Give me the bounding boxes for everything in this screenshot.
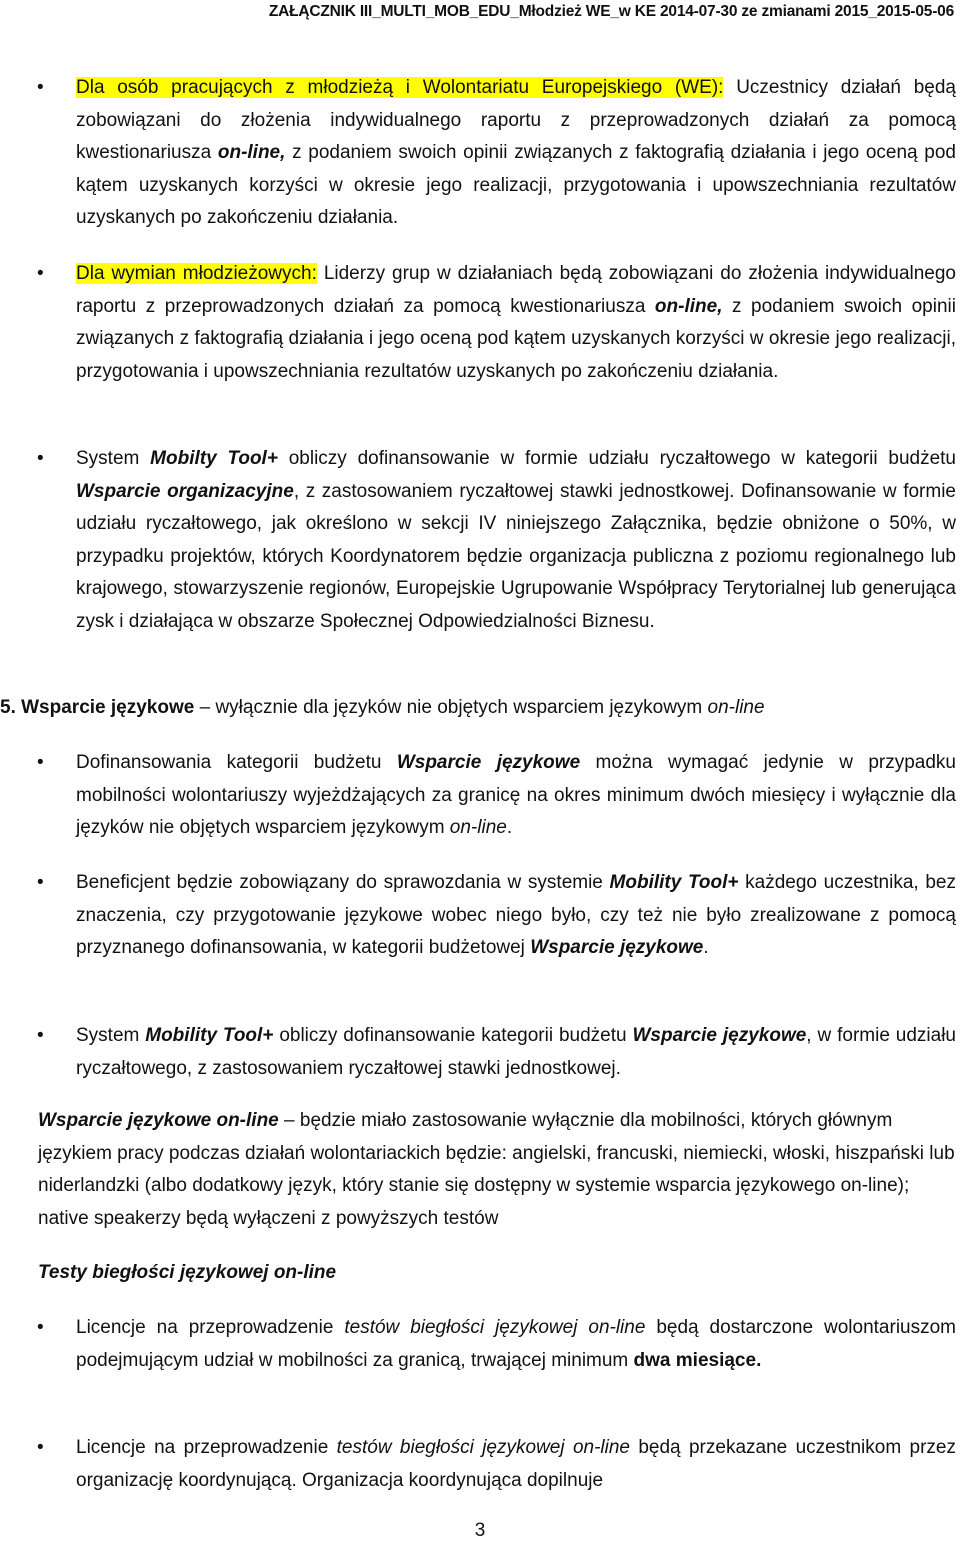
document-header: ZAŁĄCZNIK III_MULTI_MOB_EDU_Młodzież WE_w KE 2014-07-30 ze zmianami 2015_2015-05-06 — [268, 3, 954, 20]
bullet-icon: • — [37, 263, 44, 284]
page-number: 3 — [474, 1520, 486, 1541]
bullet-icon: • — [37, 872, 44, 893]
bullet-icon: • — [37, 1317, 44, 1338]
bullet-icon: • — [37, 77, 44, 98]
highlighted-lead: Dla osób pracujących z młodzieżą i Wolontariatu Europejskiego (WE): — [76, 77, 724, 98]
bullet-item-youth-exchange-report: Dla wymian młodzieżowych: Liderzy grup w działaniach będą zobowiązani do złożenia indywidualnego raportu z przeprowadzonych działań za pomocą kwestionariusza on-line, z podaniem swoich opinii związanych z faktografią działania i jego oceną pod kątem uzyskanych korzyści w okresie jego realizacji, przygotowania i upowszechniania rezultatów uzyskanych po zakończeniu działania. — [76, 263, 956, 382]
bullet-item-evs-report: Dla osób pracujących z młodzieżą i Wolontariatu Europejskiego (WE): Uczestnicy działań będą zobowiązani do złożenia indywidualnego raportu z przeprowadzonych działań za pomocą kwestionariusza on-line, z podaniem swoich opinii związanych z faktografią działania i jego oceną pod kątem uzyskanych korzyści w okresie jego realizacji, przygotowania i upowszechniania rezultatów uzyskanych po zakończeniu działania. — [76, 77, 956, 228]
paragraph-online-language-support: Wsparcie językowe on-line – będzie miało zastosowanie wyłącznie dla mobilności, których głównym językiem pracy podczas działań wolontariackich będzie: angielski, francuski, niemiecki, włoski, hiszpański lub niderlandzki (albo dodatkowy język, który stanie się dostępny w systemie wsparcia językowego on-line); native speakerzy będą wyłączeni z powyższych testów — [38, 1110, 955, 1229]
bullet-item-beneficiary-reporting: Beneficjent będzie zobowiązany do sprawozdania w systemie Mobility Tool+ każdego uczestnika, bez znaczenia, czy przygotowanie językowe wobec niego było, czy też nie było zrealizowane z pomocą przyznanego dofinansowania, w kategorii budżetowej Wsparcie językowe. — [76, 872, 956, 958]
subheading-online-tests: Testy biegłości językowej on-line — [38, 1262, 337, 1283]
bullet-icon: • — [37, 1437, 44, 1458]
bullet-item-licences-volunteers: Licencje na przeprowadzenie testów biegłości językowej on-line będą dostarczone wolontariuszom podejmującym udział w mobilności za granicą, trwającej minimum dwa miesiące. — [76, 1317, 956, 1371]
bullet-item-licences-participants: Licencje na przeprowadzenie testów biegłości językowej on-line będą przekazane uczestnikom przez organizację koordynującą. Organizacja koordynująca dopilnuje — [76, 1437, 956, 1491]
section-heading-language-support: 5. Wsparcie językowe – wyłącznie dla języków nie objętych wsparciem językowym on-line — [0, 697, 765, 718]
bullet-item-language-support-budget: Dofinansowania kategorii budżetu Wsparcie językowe można wymagać jedynie w przypadku mobilności wolontariuszy wyjeżdżających za granicę na okres minimum dwóch miesięcy i wyłącznie dla języków nie objętych wsparciem językowym on-line. — [76, 752, 956, 838]
bullet-icon: • — [37, 752, 44, 773]
bullet-icon: • — [37, 448, 44, 469]
bullet-item-mobility-tool-language: System Mobility Tool+ obliczy dofinansowanie kategorii budżetu Wsparcie językowe, w formie udziału ryczałtowego, z zastosowaniem ryczałtowej stawki jednostkowej. — [76, 1025, 956, 1079]
bullet-icon: • — [37, 1025, 44, 1046]
highlighted-lead: Dla wymian młodzieżowych: — [76, 263, 317, 284]
bullet-item-mobility-tool-organisational: System Mobilty Tool+ obliczy dofinansowanie w formie udziału ryczałtowego w kategorii budżetu Wsparcie organizacyjne, z zastosowaniem ryczałtowej stawki jednostkowej. Dofinansowanie w formie udziału ryczałtowego, jak określono w sekcji IV niniejszego Załącznika, będzie obniżone o 50%, w przypadku projektów, których Koordynatorem będzie organizacja publiczna z poziomu regionalnego lub krajowego, stowarzyszenie regionów, Europejskie Ugrupowanie Współpracy Terytorialnej lub generująca zysk i działająca w obszarze Społecznej Odpowiedzialności Biznesu. — [76, 448, 956, 632]
